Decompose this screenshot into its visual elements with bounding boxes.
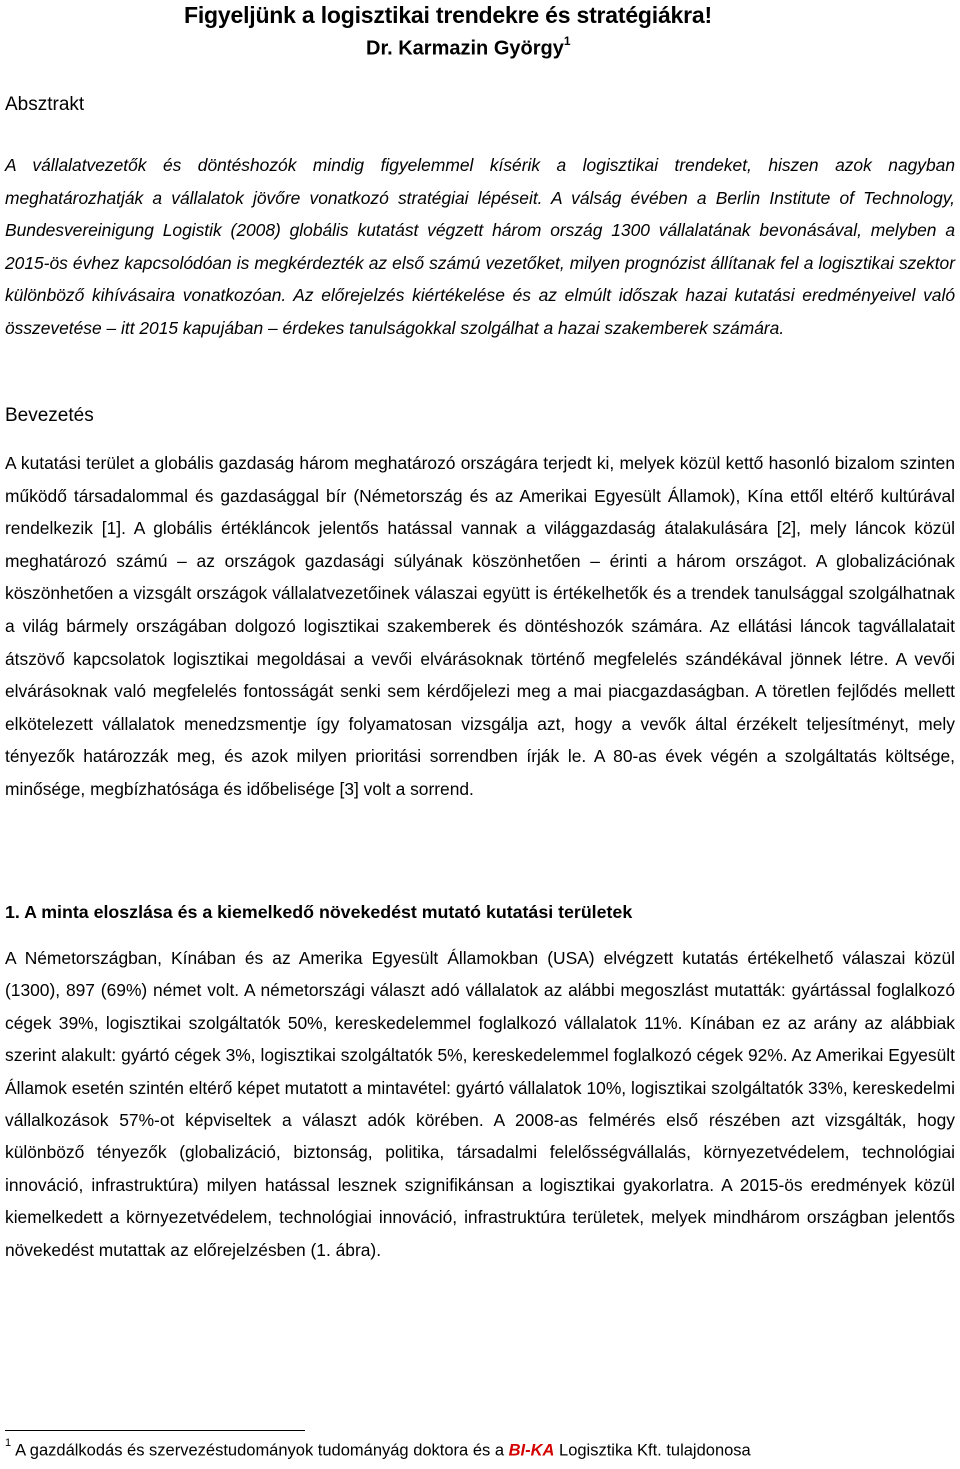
abstract-heading: Absztrakt [5,94,85,115]
document-title: Figyeljünk a logisztikai trendekre és stratégiákra! [184,2,712,28]
footnote [5,1437,751,1461]
footnote-brand: BI-KA [508,1441,555,1460]
author-line [366,36,571,61]
intro-heading: Bevezetés [5,405,94,426]
footnote-divider [5,1430,305,1431]
intro-paragraph: A kutatási terület a globális gazdaság három meghatározó országára terjedt ki, melyek közül kettő hasonló bizalom szinten működő társadalommal és gazdasággal bír (Németország és az Amerikai Egyesült Államok), Kína ettől eltérő kultúrával rendelkezik [1]. A globális értékláncok jelentős hatással vannak a világgazdaság átalakulására [2], mely láncok közül meghatározó számú – az országok gazdasági súlyának köszönhetően – érinti a három országot. A globalizációnak köszönhetően a vizsgált országok vállalatvezetőinek válaszai együtt is értékelhetők és a trendek tanulsággal szolgálhatnak a világ bármely országában dolgozó logisztikai szakemberek és döntéshozók számára. Az ellátási láncok tagvállalatait átszövő kapcsolatok logisztikai megoldásai a vevői elvárásoknak történő megfelelés szándékával jönnek létre. A vevői elvárásoknak való megfelelés fontosságát senki sem kérdőjelezi meg a mai piacgazdaságban. A töretlen fejlődés mellett elkötelezett vállalatok menedzsmentje így folyamatosan vizsgálja azt, hogy a vevők által érzékelt teljesítményt, mely tényezők határozzák meg, és azok milyen prioritási sorrendben írják le. A 80-as évek végén a szolgáltatás költsége, minősége, megbízhatósága és időbelisége [3] volt a sorrend. [5,453,955,799]
abstract-paragraph: A vállalatvezetők és döntéshozók mindig figyelemmel kísérik a logisztikai trendeket, hiszen azok nagyban meghatározhatják a vállalatok jövőre vonatkozó stratégiai lépéseit. A válság évében a Berlin Institute of Technology, Bundesvereinigung Logistik (2008) globális kutatást végzett három ország 1300 vállalatának bevonásával, melyben a 2015-ös évhez kapcsolódóan is megkérdezték az első számú vezetőket, milyen prognózist állítanak fel a logisztikai szektor különböző kihívásaira vonatkozóan. Az előrejelzés kiértékelése és az elmúlt időszak hazai kutatási eredményeivel való összevetése – itt 2015 kapujában – érdekes tanulságokkal szolgálhat a hazai szakemberek számára. [5,155,955,338]
footnote-mark: 1 [5,1437,12,1449]
section1-heading: 1. A minta eloszlása és a kiemelkedő növekedést mutató kutatási területek [5,902,633,922]
author-name: Dr. Karmazin György [366,37,564,60]
footnote-text-before: A gazdálkodás és szervezéstudományok tudományág doktora és a [15,1441,505,1460]
footnote-text-after: Logisztika Kft. tulajdonosa [559,1441,751,1460]
section1-paragraph: A Németországban, Kínában és az Amerika Egyesült Államokban (USA) elvégzett kutatás értékelhető válaszai közül (1300), 897 (69%) német volt. A németországi választ adó vállalatok az alábbi megoszlást mutatták: gyártással foglalkozó cégek 39%, logisztikai szolgáltatók 50%, kereskedelemmel foglalkozó vállalatok 11%. Kínában ez az arány az alábbiak szerint alakult: gyártó cégek 3%, logisztikai szolgáltatók 5%, kereskedelemmel foglalkozó cégek 92%. Az Amerikai Egyesült Államok esetén szintén eltérő képet mutatott a mintavétel: gyártó vállalatok 10%, logisztikai szolgáltatók 33%, kereskedelmi vállalkozások 57%-ot képviseltek a választ adók körében. A 2008-as felmérés első részében azt vizsgálták, hogy különböző tényezők (globalizáció, biztonság, politika, társadalmi felelősségvállalás, környezetvédelem, technológiai innováció, infrastruktúra) milyen hatással lesznek szignifikánsan a logisztikai gyakorlatra. A 2015-ös eredmények közül kiemelkedett a környezetvédelem, technológiai innováció, infrastruktúra területek, melyek mindhárom országban jelentős növekedést mutattak az előrejelzésben (1. ábra). [5,948,955,1260]
author-footnote-mark: 1 [563,34,571,48]
